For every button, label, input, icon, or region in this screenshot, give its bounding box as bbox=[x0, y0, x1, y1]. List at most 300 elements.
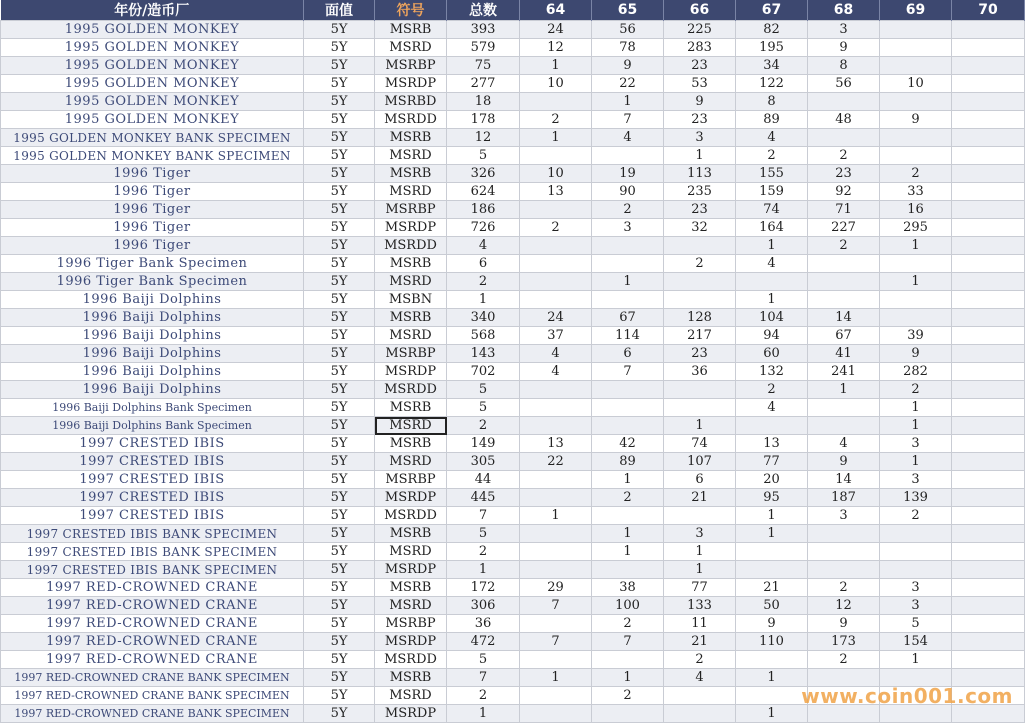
cell-year-mint[interactable]: 1997 RED-CROWNED CRANE bbox=[1, 633, 304, 651]
cell-grade-69[interactable]: 139 bbox=[880, 489, 952, 507]
cell-grade-64[interactable] bbox=[520, 489, 592, 507]
cell-year-mint[interactable]: 1996 Tiger Bank Specimen bbox=[1, 273, 304, 291]
cell-total[interactable]: 702 bbox=[447, 363, 520, 381]
cell-grade-69[interactable]: 9 bbox=[880, 111, 952, 129]
cell-denomination[interactable]: 5Y bbox=[304, 111, 375, 129]
cell-denomination[interactable]: 5Y bbox=[304, 183, 375, 201]
cell-symbol[interactable]: MSRDP bbox=[375, 633, 447, 651]
cell-symbol[interactable]: MSRDP bbox=[375, 219, 447, 237]
cell-grade-70[interactable] bbox=[952, 363, 1025, 381]
cell-grade-65[interactable]: 100 bbox=[592, 597, 664, 615]
cell-grade-65[interactable] bbox=[592, 255, 664, 273]
cell-year-mint[interactable]: 1996 Baiji Dolphins bbox=[1, 327, 304, 345]
cell-grade-65[interactable]: 3 bbox=[592, 219, 664, 237]
cell-grade-69[interactable]: 3 bbox=[880, 471, 952, 489]
cell-grade-65[interactable]: 4 bbox=[592, 129, 664, 147]
cell-year-mint[interactable]: 1997 RED-CROWNED CRANE bbox=[1, 597, 304, 615]
cell-grade-67[interactable]: 94 bbox=[736, 327, 808, 345]
cell-grade-69[interactable] bbox=[880, 309, 952, 327]
cell-grade-64[interactable]: 13 bbox=[520, 435, 592, 453]
cell-grade-67[interactable]: 82 bbox=[736, 21, 808, 39]
cell-grade-69[interactable] bbox=[880, 129, 952, 147]
cell-grade-66[interactable]: 1 bbox=[664, 561, 736, 579]
cell-grade-68[interactable] bbox=[808, 543, 880, 561]
column-header-grade-68[interactable]: 68 bbox=[808, 0, 880, 21]
cell-symbol[interactable]: MSRB bbox=[375, 579, 447, 597]
cell-year-mint[interactable]: 1996 Baiji Dolphins bbox=[1, 345, 304, 363]
cell-grade-69[interactable]: 3 bbox=[880, 579, 952, 597]
cell-grade-66[interactable]: 107 bbox=[664, 453, 736, 471]
cell-year-mint[interactable]: 1997 CRESTED IBIS bbox=[1, 489, 304, 507]
cell-grade-64[interactable]: 1 bbox=[520, 57, 592, 75]
column-header-grade-64[interactable]: 64 bbox=[520, 0, 592, 21]
cell-grade-70[interactable] bbox=[952, 417, 1025, 435]
cell-grade-67[interactable] bbox=[736, 543, 808, 561]
cell-grade-69[interactable]: 1 bbox=[880, 417, 952, 435]
cell-grade-69[interactable] bbox=[880, 93, 952, 111]
cell-grade-64[interactable]: 22 bbox=[520, 453, 592, 471]
cell-grade-69[interactable]: 9 bbox=[880, 345, 952, 363]
cell-grade-64[interactable]: 7 bbox=[520, 597, 592, 615]
cell-grade-68[interactable]: 2 bbox=[808, 237, 880, 255]
cell-total[interactable]: 2 bbox=[447, 273, 520, 291]
cell-grade-68[interactable]: 2 bbox=[808, 147, 880, 165]
cell-year-mint[interactable]: 1996 Baiji Dolphins Bank Specimen bbox=[1, 417, 304, 435]
cell-grade-64[interactable] bbox=[520, 417, 592, 435]
cell-total[interactable]: 5 bbox=[447, 399, 520, 417]
cell-grade-70[interactable] bbox=[952, 291, 1025, 309]
cell-symbol[interactable]: MSRD bbox=[375, 147, 447, 165]
cell-symbol[interactable]: MSRDD bbox=[375, 651, 447, 669]
cell-total[interactable]: 12 bbox=[447, 129, 520, 147]
cell-grade-66[interactable]: 23 bbox=[664, 57, 736, 75]
cell-grade-65[interactable]: 7 bbox=[592, 363, 664, 381]
cell-grade-70[interactable] bbox=[952, 507, 1025, 525]
cell-symbol[interactable]: MSBN bbox=[375, 291, 447, 309]
cell-grade-67[interactable]: 1 bbox=[736, 291, 808, 309]
cell-grade-68[interactable]: 187 bbox=[808, 489, 880, 507]
cell-denomination[interactable]: 5Y bbox=[304, 309, 375, 327]
cell-grade-68[interactable]: 12 bbox=[808, 597, 880, 615]
cell-grade-69[interactable]: 16 bbox=[880, 201, 952, 219]
cell-grade-64[interactable]: 7 bbox=[520, 633, 592, 651]
cell-denomination[interactable]: 5Y bbox=[304, 363, 375, 381]
cell-total[interactable]: 5 bbox=[447, 147, 520, 165]
cell-total[interactable]: 186 bbox=[447, 201, 520, 219]
cell-year-mint[interactable]: 1995 GOLDEN MONKEY BANK SPECIMEN bbox=[1, 147, 304, 165]
cell-symbol[interactable]: MSRDD bbox=[375, 237, 447, 255]
cell-symbol[interactable]: MSRB bbox=[375, 165, 447, 183]
cell-grade-64[interactable] bbox=[520, 147, 592, 165]
cell-total[interactable]: 568 bbox=[447, 327, 520, 345]
cell-grade-67[interactable]: 155 bbox=[736, 165, 808, 183]
column-header-total[interactable]: 总数 bbox=[447, 0, 520, 21]
cell-grade-69[interactable]: 1 bbox=[880, 273, 952, 291]
cell-symbol[interactable]: MSRB bbox=[375, 255, 447, 273]
cell-denomination[interactable]: 5Y bbox=[304, 399, 375, 417]
cell-total[interactable]: 5 bbox=[447, 525, 520, 543]
cell-grade-64[interactable]: 1 bbox=[520, 129, 592, 147]
cell-symbol[interactable]: MSRDP bbox=[375, 75, 447, 93]
cell-grade-69[interactable]: 1 bbox=[880, 237, 952, 255]
cell-grade-65[interactable]: 7 bbox=[592, 111, 664, 129]
cell-symbol[interactable]: MSRD bbox=[375, 39, 447, 57]
cell-year-mint[interactable]: 1997 CRESTED IBIS BANK SPECIMEN bbox=[1, 561, 304, 579]
cell-grade-65[interactable] bbox=[592, 705, 664, 723]
cell-grade-65[interactable]: 1 bbox=[592, 273, 664, 291]
cell-grade-70[interactable] bbox=[952, 219, 1025, 237]
cell-total[interactable]: 726 bbox=[447, 219, 520, 237]
cell-grade-67[interactable]: 1 bbox=[736, 237, 808, 255]
cell-grade-67[interactable]: 2 bbox=[736, 147, 808, 165]
column-header-grade-69[interactable]: 69 bbox=[880, 0, 952, 21]
cell-grade-64[interactable]: 13 bbox=[520, 183, 592, 201]
cell-grade-66[interactable]: 235 bbox=[664, 183, 736, 201]
cell-grade-68[interactable]: 3 bbox=[808, 21, 880, 39]
cell-grade-66[interactable]: 74 bbox=[664, 435, 736, 453]
cell-grade-67[interactable]: 9 bbox=[736, 615, 808, 633]
cell-grade-70[interactable] bbox=[952, 327, 1025, 345]
cell-grade-67[interactable]: 1 bbox=[736, 525, 808, 543]
cell-grade-67[interactable]: 74 bbox=[736, 201, 808, 219]
cell-grade-70[interactable] bbox=[952, 147, 1025, 165]
cell-grade-66[interactable]: 2 bbox=[664, 255, 736, 273]
selected-cell[interactable]: MSRD bbox=[375, 417, 447, 435]
cell-grade-65[interactable]: 90 bbox=[592, 183, 664, 201]
cell-year-mint[interactable]: 1995 GOLDEN MONKEY bbox=[1, 21, 304, 39]
cell-grade-68[interactable] bbox=[808, 417, 880, 435]
cell-total[interactable]: 393 bbox=[447, 21, 520, 39]
cell-symbol[interactable]: MSRD bbox=[375, 273, 447, 291]
cell-year-mint[interactable]: 1997 CRESTED IBIS BANK SPECIMEN bbox=[1, 543, 304, 561]
cell-grade-64[interactable] bbox=[520, 651, 592, 669]
cell-grade-67[interactable]: 159 bbox=[736, 183, 808, 201]
cell-grade-67[interactable]: 132 bbox=[736, 363, 808, 381]
cell-grade-65[interactable]: 6 bbox=[592, 345, 664, 363]
cell-grade-68[interactable]: 9 bbox=[808, 39, 880, 57]
column-header-denomination[interactable]: 面值 bbox=[304, 0, 375, 21]
cell-grade-68[interactable]: 9 bbox=[808, 453, 880, 471]
cell-denomination[interactable]: 5Y bbox=[304, 435, 375, 453]
cell-total[interactable]: 326 bbox=[447, 165, 520, 183]
cell-grade-67[interactable] bbox=[736, 651, 808, 669]
cell-grade-66[interactable]: 77 bbox=[664, 579, 736, 597]
cell-symbol[interactable]: MSRD bbox=[375, 453, 447, 471]
cell-grade-66[interactable]: 2 bbox=[664, 651, 736, 669]
cell-grade-65[interactable]: 1 bbox=[592, 669, 664, 687]
cell-denomination[interactable]: 5Y bbox=[304, 687, 375, 705]
cell-symbol[interactable]: MSRB bbox=[375, 309, 447, 327]
cell-year-mint[interactable]: 1996 Tiger bbox=[1, 201, 304, 219]
cell-grade-67[interactable]: 89 bbox=[736, 111, 808, 129]
cell-year-mint[interactable]: 1995 GOLDEN MONKEY BANK SPECIMEN bbox=[1, 129, 304, 147]
cell-symbol[interactable]: MSRDP bbox=[375, 489, 447, 507]
cell-year-mint[interactable]: 1997 RED-CROWNED CRANE bbox=[1, 579, 304, 597]
cell-grade-68[interactable] bbox=[808, 525, 880, 543]
cell-grade-69[interactable]: 3 bbox=[880, 597, 952, 615]
cell-year-mint[interactable]: 1997 CRESTED IBIS BANK SPECIMEN bbox=[1, 525, 304, 543]
cell-grade-67[interactable]: 50 bbox=[736, 597, 808, 615]
cell-denomination[interactable]: 5Y bbox=[304, 633, 375, 651]
cell-grade-66[interactable]: 1 bbox=[664, 417, 736, 435]
cell-grade-65[interactable]: 1 bbox=[592, 543, 664, 561]
cell-grade-64[interactable]: 2 bbox=[520, 219, 592, 237]
cell-grade-67[interactable]: 4 bbox=[736, 129, 808, 147]
cell-denomination[interactable]: 5Y bbox=[304, 705, 375, 723]
cell-grade-65[interactable]: 22 bbox=[592, 75, 664, 93]
cell-grade-64[interactable]: 24 bbox=[520, 21, 592, 39]
cell-grade-66[interactable]: 1 bbox=[664, 543, 736, 561]
cell-symbol[interactable]: MSRD bbox=[375, 687, 447, 705]
cell-grade-70[interactable] bbox=[952, 39, 1025, 57]
cell-year-mint[interactable]: 1997 CRESTED IBIS bbox=[1, 453, 304, 471]
cell-grade-66[interactable]: 3 bbox=[664, 525, 736, 543]
cell-denomination[interactable]: 5Y bbox=[304, 669, 375, 687]
cell-grade-67[interactable]: 4 bbox=[736, 255, 808, 273]
cell-grade-64[interactable] bbox=[520, 525, 592, 543]
cell-grade-65[interactable]: 1 bbox=[592, 471, 664, 489]
cell-grade-70[interactable] bbox=[952, 597, 1025, 615]
cell-denomination[interactable]: 5Y bbox=[304, 57, 375, 75]
cell-denomination[interactable]: 5Y bbox=[304, 219, 375, 237]
cell-grade-66[interactable]: 21 bbox=[664, 489, 736, 507]
cell-denomination[interactable]: 5Y bbox=[304, 147, 375, 165]
cell-grade-64[interactable]: 10 bbox=[520, 75, 592, 93]
cell-year-mint[interactable]: 1995 GOLDEN MONKEY bbox=[1, 93, 304, 111]
cell-grade-66[interactable] bbox=[664, 291, 736, 309]
cell-grade-70[interactable] bbox=[952, 255, 1025, 273]
cell-total[interactable]: 149 bbox=[447, 435, 520, 453]
cell-symbol[interactable]: MSRDP bbox=[375, 561, 447, 579]
cell-grade-67[interactable]: 122 bbox=[736, 75, 808, 93]
cell-grade-65[interactable] bbox=[592, 381, 664, 399]
cell-symbol[interactable]: MSRBP bbox=[375, 615, 447, 633]
cell-grade-65[interactable] bbox=[592, 291, 664, 309]
cell-year-mint[interactable]: 1996 Tiger bbox=[1, 237, 304, 255]
cell-grade-65[interactable] bbox=[592, 399, 664, 417]
cell-grade-66[interactable]: 23 bbox=[664, 201, 736, 219]
cell-denomination[interactable]: 5Y bbox=[304, 561, 375, 579]
cell-symbol[interactable]: MSRBP bbox=[375, 57, 447, 75]
cell-year-mint[interactable]: 1996 Baiji Dolphins bbox=[1, 381, 304, 399]
cell-grade-65[interactable] bbox=[592, 147, 664, 165]
cell-year-mint[interactable]: 1997 CRESTED IBIS bbox=[1, 435, 304, 453]
cell-grade-65[interactable]: 2 bbox=[592, 489, 664, 507]
cell-grade-69[interactable]: 10 bbox=[880, 75, 952, 93]
cell-total[interactable]: 172 bbox=[447, 579, 520, 597]
cell-year-mint[interactable]: 1996 Baiji Dolphins bbox=[1, 363, 304, 381]
cell-grade-69[interactable] bbox=[880, 21, 952, 39]
cell-denomination[interactable]: 5Y bbox=[304, 39, 375, 57]
cell-grade-65[interactable]: 56 bbox=[592, 21, 664, 39]
cell-grade-67[interactable]: 77 bbox=[736, 453, 808, 471]
cell-grade-66[interactable] bbox=[664, 507, 736, 525]
cell-symbol[interactable]: MSRBP bbox=[375, 345, 447, 363]
cell-grade-69[interactable]: 1 bbox=[880, 399, 952, 417]
cell-total[interactable]: 75 bbox=[447, 57, 520, 75]
cell-total[interactable]: 624 bbox=[447, 183, 520, 201]
cell-grade-70[interactable] bbox=[952, 345, 1025, 363]
cell-total[interactable]: 277 bbox=[447, 75, 520, 93]
cell-grade-70[interactable] bbox=[952, 651, 1025, 669]
cell-grade-64[interactable] bbox=[520, 201, 592, 219]
cell-grade-69[interactable]: 2 bbox=[880, 381, 952, 399]
cell-grade-65[interactable]: 19 bbox=[592, 165, 664, 183]
cell-grade-66[interactable] bbox=[664, 237, 736, 255]
cell-year-mint[interactable]: 1997 RED-CROWNED CRANE bbox=[1, 615, 304, 633]
cell-grade-69[interactable]: 5 bbox=[880, 615, 952, 633]
cell-grade-68[interactable]: 67 bbox=[808, 327, 880, 345]
cell-grade-67[interactable]: 4 bbox=[736, 399, 808, 417]
cell-grade-67[interactable] bbox=[736, 561, 808, 579]
cell-grade-69[interactable] bbox=[880, 255, 952, 273]
cell-denomination[interactable]: 5Y bbox=[304, 417, 375, 435]
cell-grade-68[interactable]: 48 bbox=[808, 111, 880, 129]
cell-grade-67[interactable]: 1 bbox=[736, 705, 808, 723]
cell-total[interactable]: 1 bbox=[447, 705, 520, 723]
cell-grade-69[interactable]: 39 bbox=[880, 327, 952, 345]
cell-year-mint[interactable]: 1997 RED-CROWNED CRANE BANK SPECIMEN bbox=[1, 705, 304, 723]
cell-grade-67[interactable]: 34 bbox=[736, 57, 808, 75]
cell-grade-69[interactable]: 295 bbox=[880, 219, 952, 237]
cell-total[interactable]: 18 bbox=[447, 93, 520, 111]
cell-year-mint[interactable]: 1996 Tiger bbox=[1, 219, 304, 237]
cell-grade-65[interactable]: 78 bbox=[592, 39, 664, 57]
column-header-grade-67[interactable]: 67 bbox=[736, 0, 808, 21]
cell-grade-69[interactable] bbox=[880, 561, 952, 579]
column-header-grade-70[interactable]: 70 bbox=[952, 0, 1025, 21]
cell-grade-67[interactable]: 95 bbox=[736, 489, 808, 507]
cell-grade-70[interactable] bbox=[952, 201, 1025, 219]
cell-grade-70[interactable] bbox=[952, 183, 1025, 201]
cell-total[interactable]: 1 bbox=[447, 561, 520, 579]
cell-denomination[interactable]: 5Y bbox=[304, 273, 375, 291]
cell-total[interactable]: 445 bbox=[447, 489, 520, 507]
cell-denomination[interactable]: 5Y bbox=[304, 75, 375, 93]
cell-year-mint[interactable]: 1995 GOLDEN MONKEY bbox=[1, 39, 304, 57]
cell-grade-69[interactable]: 2 bbox=[880, 165, 952, 183]
cell-grade-70[interactable] bbox=[952, 93, 1025, 111]
cell-grade-66[interactable]: 9 bbox=[664, 93, 736, 111]
cell-grade-68[interactable]: 9 bbox=[808, 615, 880, 633]
cell-year-mint[interactable]: 1996 Baiji Dolphins bbox=[1, 291, 304, 309]
cell-denomination[interactable]: 5Y bbox=[304, 237, 375, 255]
cell-symbol[interactable]: MSRB bbox=[375, 669, 447, 687]
cell-grade-64[interactable] bbox=[520, 561, 592, 579]
cell-grade-69[interactable] bbox=[880, 291, 952, 309]
cell-total[interactable]: 143 bbox=[447, 345, 520, 363]
cell-total[interactable]: 2 bbox=[447, 687, 520, 705]
cell-symbol[interactable]: MSRB bbox=[375, 21, 447, 39]
cell-grade-68[interactable]: 2 bbox=[808, 579, 880, 597]
cell-denomination[interactable]: 5Y bbox=[304, 471, 375, 489]
cell-denomination[interactable]: 5Y bbox=[304, 453, 375, 471]
cell-grade-69[interactable] bbox=[880, 147, 952, 165]
cell-grade-68[interactable] bbox=[808, 273, 880, 291]
cell-grade-68[interactable]: 173 bbox=[808, 633, 880, 651]
cell-grade-64[interactable] bbox=[520, 543, 592, 561]
cell-grade-69[interactable]: 1 bbox=[880, 651, 952, 669]
cell-grade-68[interactable]: 14 bbox=[808, 471, 880, 489]
cell-denomination[interactable]: 5Y bbox=[304, 579, 375, 597]
cell-grade-64[interactable] bbox=[520, 705, 592, 723]
cell-grade-70[interactable] bbox=[952, 165, 1025, 183]
cell-grade-68[interactable]: 1 bbox=[808, 381, 880, 399]
cell-symbol[interactable]: MSRB bbox=[375, 525, 447, 543]
cell-grade-66[interactable]: 11 bbox=[664, 615, 736, 633]
cell-grade-67[interactable]: 60 bbox=[736, 345, 808, 363]
cell-total[interactable]: 44 bbox=[447, 471, 520, 489]
cell-symbol[interactable]: MSRDD bbox=[375, 111, 447, 129]
cell-grade-67[interactable]: 21 bbox=[736, 579, 808, 597]
cell-grade-70[interactable] bbox=[952, 309, 1025, 327]
cell-grade-69[interactable]: 2 bbox=[880, 507, 952, 525]
cell-grade-66[interactable]: 113 bbox=[664, 165, 736, 183]
cell-grade-68[interactable] bbox=[808, 291, 880, 309]
cell-grade-68[interactable]: 3 bbox=[808, 507, 880, 525]
cell-grade-68[interactable]: 8 bbox=[808, 57, 880, 75]
cell-grade-68[interactable]: 14 bbox=[808, 309, 880, 327]
cell-grade-65[interactable]: 7 bbox=[592, 633, 664, 651]
cell-grade-66[interactable]: 23 bbox=[664, 345, 736, 363]
cell-grade-70[interactable] bbox=[952, 57, 1025, 75]
cell-denomination[interactable]: 5Y bbox=[304, 525, 375, 543]
cell-symbol[interactable]: MSRB bbox=[375, 399, 447, 417]
cell-grade-65[interactable] bbox=[592, 651, 664, 669]
cell-denomination[interactable]: 5Y bbox=[304, 651, 375, 669]
cell-symbol[interactable]: MSRB bbox=[375, 435, 447, 453]
cell-grade-66[interactable]: 3 bbox=[664, 129, 736, 147]
cell-grade-66[interactable]: 53 bbox=[664, 75, 736, 93]
cell-grade-66[interactable]: 4 bbox=[664, 669, 736, 687]
cell-total[interactable]: 472 bbox=[447, 633, 520, 651]
cell-grade-70[interactable] bbox=[952, 615, 1025, 633]
cell-grade-70[interactable] bbox=[952, 453, 1025, 471]
cell-grade-65[interactable]: 42 bbox=[592, 435, 664, 453]
cell-grade-64[interactable] bbox=[520, 687, 592, 705]
column-header-year-mint[interactable]: 年份/造币厂 bbox=[1, 0, 304, 21]
cell-grade-66[interactable]: 23 bbox=[664, 111, 736, 129]
cell-grade-70[interactable] bbox=[952, 273, 1025, 291]
cell-grade-67[interactable]: 104 bbox=[736, 309, 808, 327]
cell-grade-69[interactable] bbox=[880, 543, 952, 561]
cell-denomination[interactable]: 5Y bbox=[304, 327, 375, 345]
cell-grade-68[interactable] bbox=[808, 561, 880, 579]
cell-grade-69[interactable] bbox=[880, 57, 952, 75]
cell-grade-66[interactable]: 1 bbox=[664, 147, 736, 165]
cell-grade-64[interactable] bbox=[520, 237, 592, 255]
cell-total[interactable]: 340 bbox=[447, 309, 520, 327]
cell-grade-70[interactable] bbox=[952, 543, 1025, 561]
cell-grade-70[interactable] bbox=[952, 399, 1025, 417]
cell-grade-64[interactable] bbox=[520, 291, 592, 309]
cell-symbol[interactable]: MSRBP bbox=[375, 201, 447, 219]
cell-grade-66[interactable] bbox=[664, 381, 736, 399]
cell-grade-66[interactable]: 6 bbox=[664, 471, 736, 489]
cell-grade-68[interactable] bbox=[808, 399, 880, 417]
cell-grade-70[interactable] bbox=[952, 471, 1025, 489]
cell-grade-68[interactable]: 23 bbox=[808, 165, 880, 183]
cell-grade-64[interactable] bbox=[520, 615, 592, 633]
cell-grade-69[interactable]: 1 bbox=[880, 453, 952, 471]
cell-grade-64[interactable] bbox=[520, 273, 592, 291]
cell-grade-64[interactable]: 37 bbox=[520, 327, 592, 345]
cell-grade-66[interactable] bbox=[664, 705, 736, 723]
cell-grade-67[interactable] bbox=[736, 687, 808, 705]
cell-denomination[interactable]: 5Y bbox=[304, 597, 375, 615]
cell-grade-66[interactable]: 32 bbox=[664, 219, 736, 237]
cell-grade-64[interactable]: 10 bbox=[520, 165, 592, 183]
